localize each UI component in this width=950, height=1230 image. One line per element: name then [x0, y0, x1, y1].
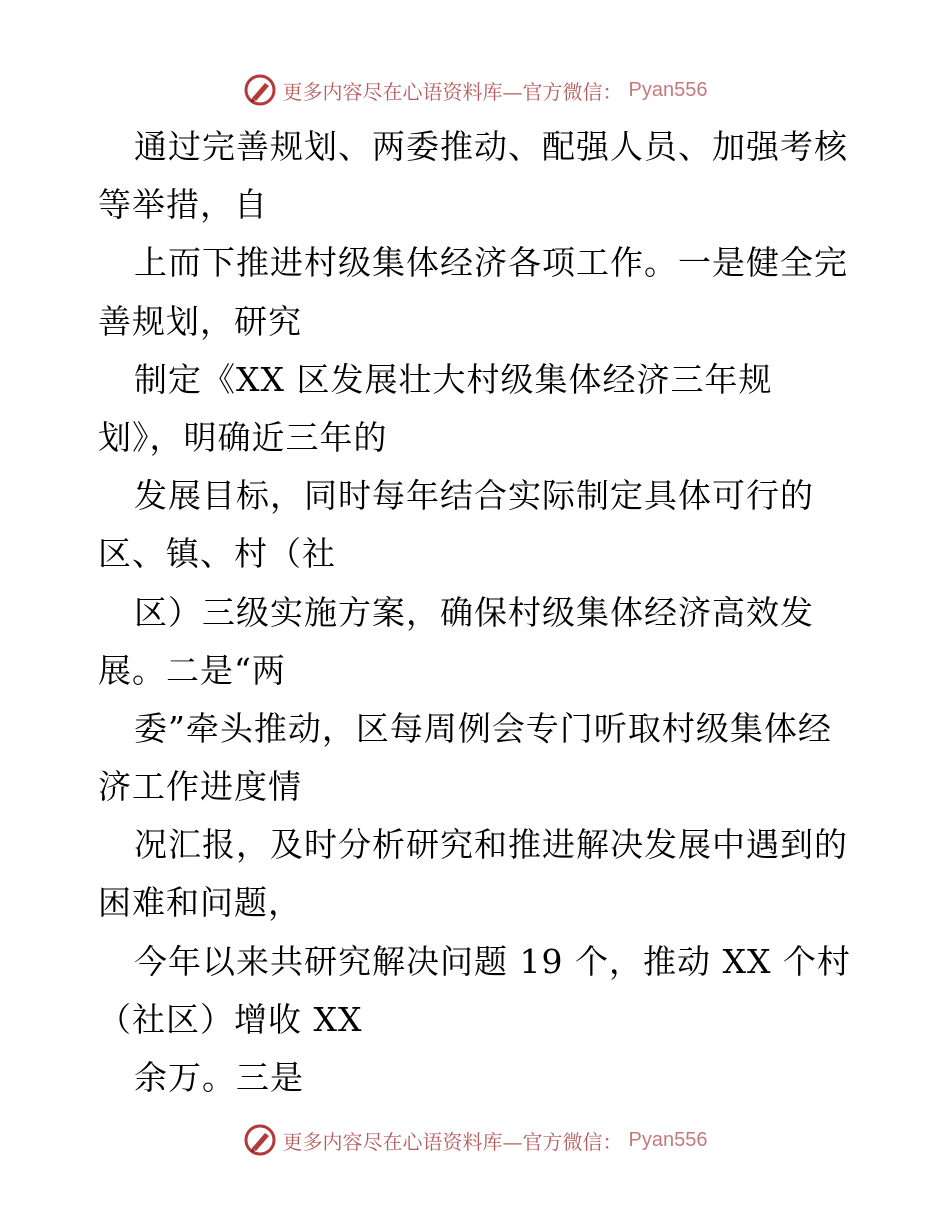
watermark-group [243, 1123, 708, 1157]
text-line: 制定《XX 区发展壮大村级集体经济三年规 [134, 359, 773, 399]
document-body [98, 118, 858, 1107]
header-watermark [0, 70, 950, 110]
text-line: 发展目标，同时每年结合实际制定具体可行的 [134, 476, 814, 516]
text-line: 善规划，研究 [98, 301, 302, 341]
text-line: 济工作进度情 [98, 767, 302, 807]
watermark-group [243, 73, 708, 107]
text-line: 划》，明确近三年的 [98, 417, 388, 457]
text-line: 上而下推进村级集体经济各项工作。一是健全完 [134, 243, 848, 283]
watermark-text: 更多内容尽在心语资料库—官方微信： [282, 79, 623, 104]
text-line: 通过完善规划、两委推动、配强人员、加强考核 [134, 127, 848, 166]
text-line: 困难和问题， [98, 883, 302, 923]
text-line: 余万。三是 [134, 1058, 304, 1097]
red-pen-circle-logo-icon [243, 73, 277, 107]
text-line: 展。二是“两 [98, 650, 286, 690]
footer-watermark [0, 1120, 950, 1160]
text-line: 委”牵头推动，区每周例会专门听取村级集体经 [134, 708, 832, 748]
text-line: 今年以来共研究解决问题 19 个，推动 XX 个村 [134, 941, 851, 981]
text-line: 等举措，自 [98, 185, 268, 225]
text-line: 况汇报，及时分析研究和推进解决发展中遇到的 [134, 825, 848, 865]
red-pen-circle-logo-icon [243, 1123, 277, 1157]
text-line: 区）三级实施方案，确保村级集体经济高效发 [134, 592, 814, 632]
watermark-text: 更多内容尽在心语资料库—官方微信： [282, 1129, 623, 1154]
watermark-wechat-id: Pyan556 [628, 1128, 708, 1151]
text-line: 区、镇、村（社 [98, 534, 336, 574]
watermark-wechat-id: Pyan556 [628, 78, 708, 101]
text-line: （社区）增收 XX [98, 999, 363, 1039]
